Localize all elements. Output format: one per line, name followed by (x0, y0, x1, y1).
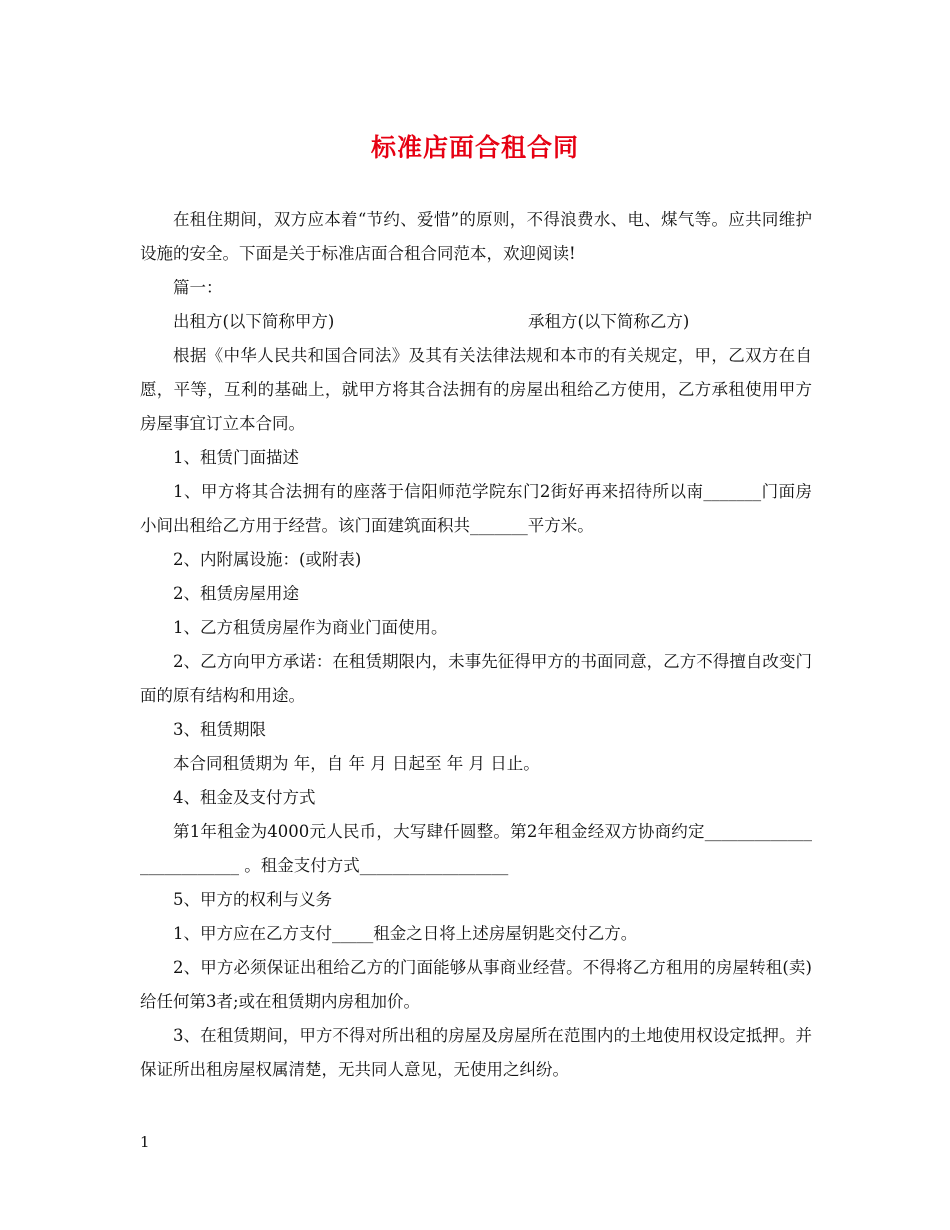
clause-heading-5: 5、甲方的权利与义务 (173, 890, 332, 909)
lessee-label: 承租方(以下简称乙方) (528, 312, 690, 331)
clause-heading-3: 3、租赁期限 (173, 720, 266, 739)
clause-heading-4: 4、租金及支付方式 (173, 788, 316, 807)
section-label: 篇一： (173, 278, 223, 297)
party-row (140, 305, 812, 339)
clause-1-item-2: 2、内附属设施：(或附表) (173, 550, 362, 569)
basis-paragraph: 根据《中华人民共和国合同法》及其有关法律法规和本市的有关规定，甲，乙双方在自愿，平等，互利的基础上，就甲方将其合法拥有的房屋出租给乙方使用，乙方承租使用甲方房屋事宜订立本合同。 (140, 346, 812, 433)
clause-5-item-2: 2、甲方必须保证出租给乙方的门面能够从事商业经营。不得将乙方租用的房屋转租(卖)给任何第3者;或在租赁期内房租加价。 (140, 958, 812, 1011)
clause-2-item-1: 1、乙方租赁房屋作为商业门面使用。 (173, 618, 448, 637)
intro-paragraph: 在租住期间，双方应本着“节约、爱惜”的原则，不得浪费水、电、煤气等。应共同维护设施的安全。下面是关于标准店面合租合同范本，欢迎阅读! (140, 210, 812, 263)
clause-3-item-1: 本合同租赁期为 年，自 年 月 日起至 年 月 日止。 (173, 754, 540, 773)
clause-4-item-1: 第1年租金为4000元人民币，大写肆仟圆整。第2年租金经双方协商约定_________________________ 。租金支付方式__________________ (140, 822, 812, 875)
clause-1-item-1: 1、甲方将其合法拥有的座落于信阳师范学院东门2街好再来招待所以南_______门面房小间出租给乙方用于经营。该门面建筑面积共_______平方米。 (140, 482, 812, 535)
clause-heading-1: 1、租赁门面描述 (173, 448, 299, 467)
clause-heading-2: 2、租赁房屋用途 (173, 584, 299, 603)
page-number: 1 (140, 1133, 150, 1151)
lessor-label: 出租方(以下简称甲方) (173, 312, 335, 331)
document-title: 标准店面合租合同 (370, 133, 579, 162)
clause-5-item-1: 1、甲方应在乙方支付_____租金之日将上述房屋钥匙交付乙方。 (173, 924, 638, 943)
clause-5-item-3: 3、在租赁期间，甲方不得对所出租的房屋及房屋所在范围内的土地使用权设定抵押。并保证所出租房屋权属清楚，无共同人意见，无使用之纠纷。 (140, 1026, 812, 1079)
document-body (140, 203, 812, 1087)
clause-2-item-2: 2、乙方向甲方承诺：在租赁期限内，未事先征得甲方的书面同意，乙方不得擅自改变门面的原有结构和用途。 (140, 652, 812, 705)
